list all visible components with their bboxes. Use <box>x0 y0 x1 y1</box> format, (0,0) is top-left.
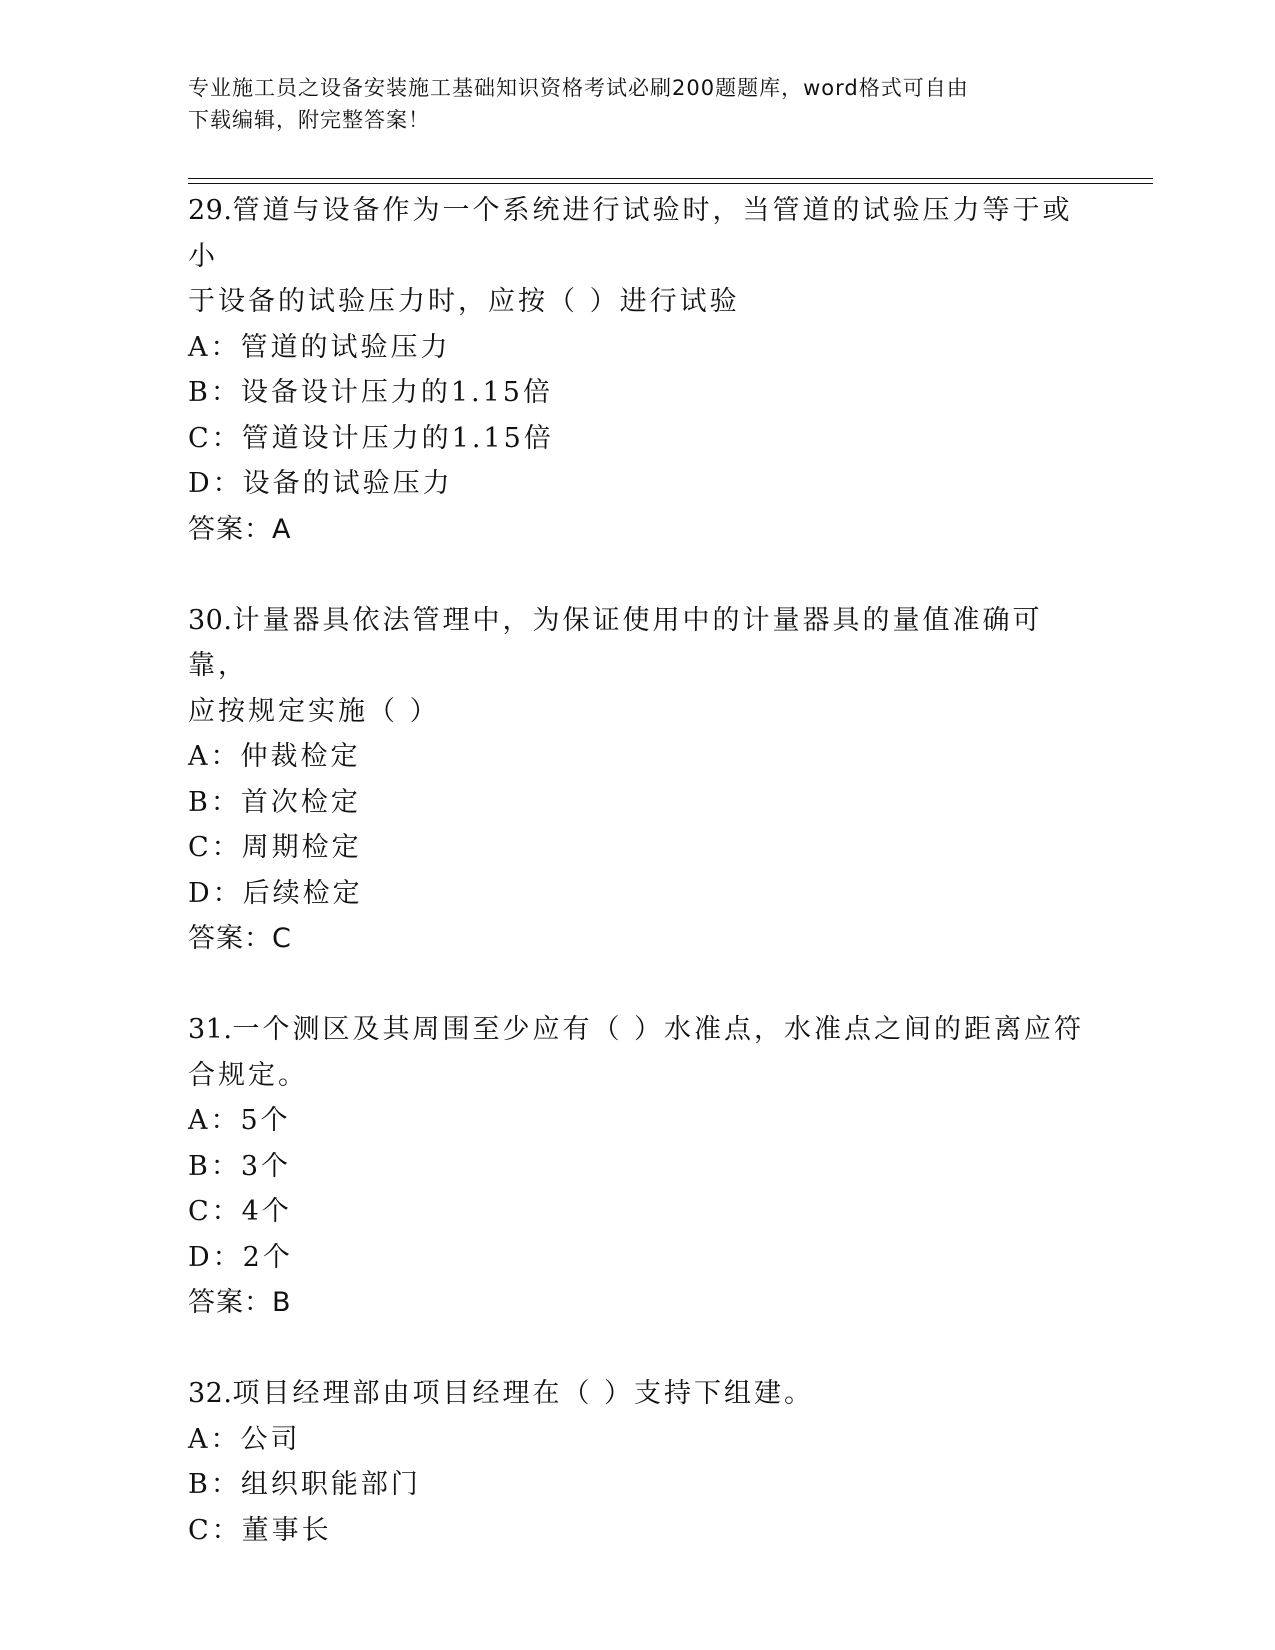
question-stem <box>188 188 1088 279</box>
question-spacer <box>188 962 1088 1008</box>
answer: 答案：B <box>188 1287 292 1318</box>
question-stem-line-2: 于设备的试验压力时，应按（ ）进行试验 <box>188 286 740 317</box>
question-30 <box>188 598 1088 962</box>
answer: 答案：A <box>188 513 292 545</box>
option-a: A：5个 <box>188 1105 291 1136</box>
question-spacer <box>188 552 1088 598</box>
option-a: A：管道的试验压力 <box>188 331 451 363</box>
option-b: B：首次检定 <box>188 786 361 818</box>
header-rule-bottom <box>188 183 1153 184</box>
question-number: 32. <box>188 1378 233 1409</box>
header-rule-top <box>188 178 1153 179</box>
option-d: D：后续检定 <box>188 877 363 909</box>
question-31 <box>188 1007 1088 1326</box>
option-c: C：董事长 <box>188 1514 332 1546</box>
option-a: A：公司 <box>188 1423 301 1455</box>
option-d: D：设备的试验压力 <box>188 468 453 499</box>
question-stem <box>188 1007 1088 1053</box>
question-spacer <box>188 1326 1088 1372</box>
option-a: A：仲裁检定 <box>188 741 361 772</box>
option-b: B：3个 <box>188 1150 292 1182</box>
question-number: 30. <box>188 604 233 636</box>
question-stem <box>188 1371 1088 1417</box>
option-c: C：管道设计压力的1.15倍 <box>188 422 554 454</box>
option-c: C：周期检定 <box>188 832 362 863</box>
question-list <box>188 188 1088 1553</box>
option-c: C：4个 <box>188 1196 292 1227</box>
question-stem-line-1: 计量器具依法管理中，为保证使用中的计量器具的量值准确可靠， <box>188 604 1043 681</box>
option-b: B：组织职能部门 <box>188 1469 421 1500</box>
question-stem-line-1: 管道与设备作为一个系统进行试验时，当管道的试验压力等于或小 <box>188 195 1073 272</box>
question-stem-line-2: 合规定。 <box>188 1059 308 1091</box>
option-d: D：2个 <box>188 1241 293 1273</box>
document-header <box>188 72 1088 136</box>
question-stem-line-2: 应按规定实施（ ） <box>188 695 440 727</box>
question-number: 29. <box>188 195 233 226</box>
question-number: 31. <box>188 1014 233 1045</box>
question-29 <box>188 188 1088 552</box>
question-stem-line-1: 项目经理部由项目经理在（ ）支持下组建。 <box>232 1378 815 1409</box>
option-b: B：设备设计压力的1.15倍 <box>188 377 553 408</box>
question-stem-line-1: 一个测区及其周围至少应有（ ）水准点，水准点之间的距离应符 <box>232 1014 1085 1045</box>
question-32 <box>188 1371 1088 1553</box>
answer: 答案：C <box>188 923 292 954</box>
question-stem <box>188 598 1088 689</box>
header-line-2: 下载编辑，附完整答案！ <box>188 108 430 132</box>
header-line-1: 专业施工员之设备安装施工基础知识资格考试必刷200题题库，word格式可自由 <box>188 76 969 100</box>
